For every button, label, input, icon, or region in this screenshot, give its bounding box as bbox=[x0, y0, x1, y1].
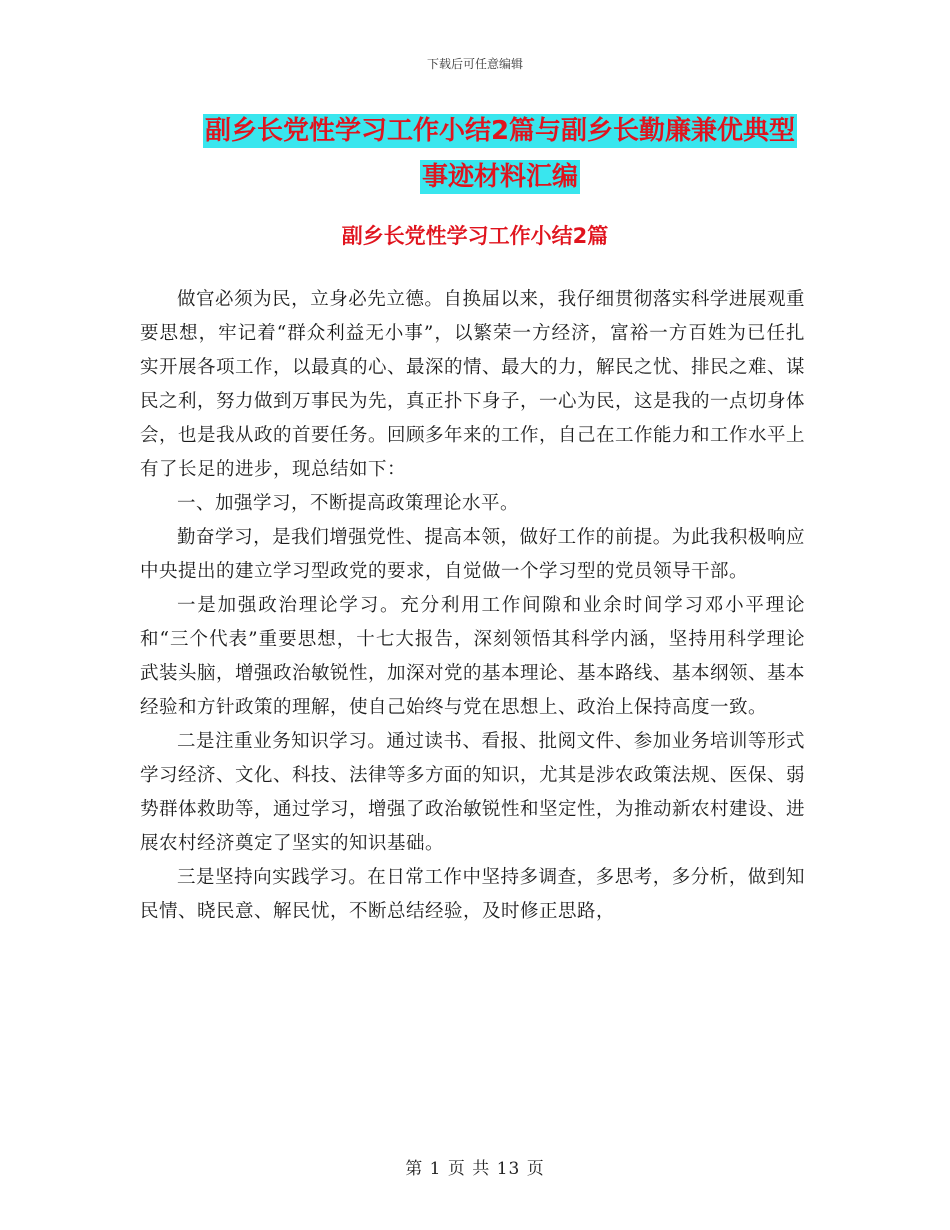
document-title bbox=[150, 108, 850, 200]
section-title: 副乡长党性学习工作小结2篇 bbox=[341, 224, 609, 248]
paragraph: 一、加强学习，不断提高政策理论水平。 bbox=[177, 493, 520, 514]
body-text bbox=[140, 283, 805, 929]
paragraph: 二是注重业务知识学习。通过读书、看报、批阅文件、参加业务培训等形式学习经济、文化、科技、法律等多方面的知识，尤其是涉农政策法规、医保、弱势群体救助等，通过学习，增强了政治敏锐性和坚定性，为推动新农村建设、进展农村经济奠定了坚实的知识基础。 bbox=[140, 731, 806, 854]
paragraph: 做官必须为民，立身必先立德。自换届以来，我仔细贯彻落实科学进展观重要思想，牢记着“群众利益无小事”，以繁荣一方经济，富裕一方百姓为已任扎实开展各项工作，以最真的心、最深的情、最大的力，解民之忧、排民之难、谋民之利，努力做到万事民为先，真正扑下身子，一心为民，这是我的一点切身体会，也是我从政的首要任务。回顾多年来的工作，自己在工作能力和工作水平上有了长足的进步，现总结如下： bbox=[140, 289, 806, 480]
paragraph: 勤奋学习，是我们增强党性、提高本领，做好工作的前提。为此我积极响应中央提出的建立学习型政党的要求，自觉做一个学习型的党员领导干部。 bbox=[140, 527, 805, 582]
document-title-line-2: 事迹材料汇编 bbox=[421, 162, 578, 192]
paragraph: 一是加强政治理论学习。充分利用工作间隙和业余时间学习邓小平理论和“三个代表”重要思想，十七大报告，深刻领悟其科学内涵，坚持用科学理论武装头脑，增强政治敏锐性，加深对党的基本理论、基本路线、基本纲领、基本经验和方针政策的理解，使自己始终与党在思想上、政治上保持高度一致。 bbox=[140, 595, 806, 718]
header-note: 下载后可任意编辑 bbox=[426, 57, 523, 71]
document-title-line-1: 副乡长党性学习工作小结2篇与副乡长勤廉兼优典型 bbox=[204, 116, 796, 146]
page-footer: 第 1 页 共 13 页 bbox=[405, 1159, 545, 1179]
paragraph: 三是坚持向实践学习。在日常工作中坚持多调查，多思考，多分析，做到知民情、晓民意、解民忧，不断总结经验，及时修正思路， bbox=[140, 867, 805, 922]
